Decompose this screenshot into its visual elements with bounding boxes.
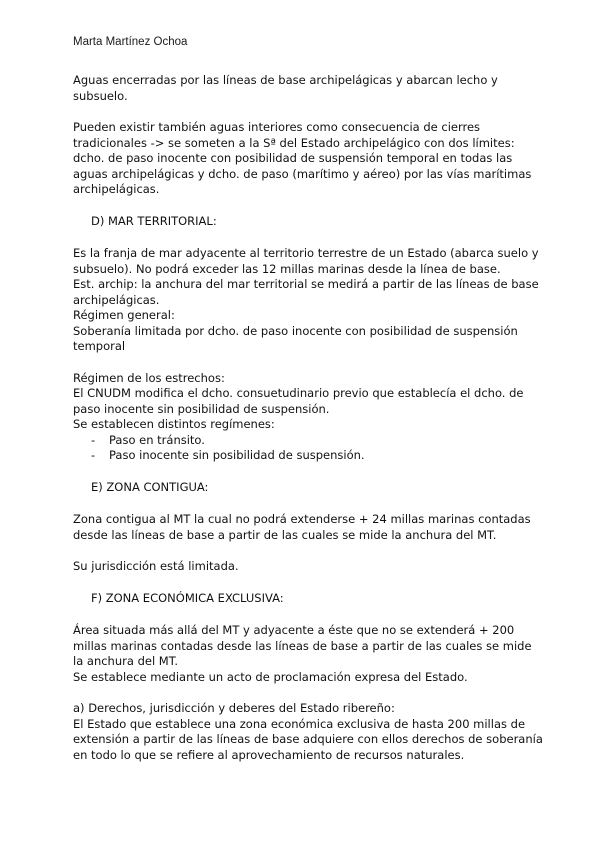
heading-zona-contigua: E) ZONA CONTIGUA: [91,479,209,494]
heading-zee: F) ZONA ECONÓMICA EXCLUSIVA: [91,590,284,605]
paragraph-mt-archipelagic: Est. archip: la anchura del mar territorial se medirá a partir de las líneas de base archipelágicas. [73,277,539,307]
paragraph-jurisdiccion: Su jurisdicción está limitada. [73,559,239,573]
paragraph-zee-proclamacion: Se establece mediante un acto de proclamación expresa del Estado. [73,669,468,684]
list-item [91,433,543,449]
heading-mar-territorial: D) MAR TERRITORIAL: [91,213,217,228]
paragraph-derechos-label: a) Derechos, jurisdicción y deberes del Estado ribereño: [73,701,395,715]
regimenes-list [73,433,543,464]
paragraph-interior-waters: Pueden existir también aguas interiores como consecuencia de cierres tradicionales -> se someten a la Sª del Estado archipelágico con dos límites: dcho. de paso inocente con posibilidad de suspensión temporal en todas las aguas archipelágicas y dcho. de paso (marítimo y aéreo) por las vías marítimas archipelágicas. [73,120,532,196]
list-dash: - [91,432,96,447]
paragraph-mt-definition: Es la franja de mar adyacente al territorio terrestre de un Estado (abarca suelo y subsuelo). No podrá exceder las 12 millas marinas desde la línea de base. [73,246,539,276]
list-item-text: Paso inocente sin posibilidad de suspensión. [109,448,365,462]
paragraph-regimen-general-label: Régimen general: [73,308,175,322]
document-body [73,73,543,763]
paragraph-cnudm: El CNUDM modifica el dcho. consuetudinario previo que establecía el dcho. de paso inocente sin posibilidad de suspensión. [73,386,524,416]
page-header-author: Marta Martínez Ochoa [73,36,188,48]
paragraph-zee-definition: Área situada más allá del MT y adyacente a éste que no se extenderá + 200 millas marinas contadas desde las líneas de base a partir de las cuales se mide la anchura del MT. [73,623,532,668]
paragraph-regimen-general-text: Soberanía limitada por dcho. de paso inocente con posibilidad de suspensión temporal [73,323,518,353]
paragraph-derechos-text: El Estado que establece una zona económica exclusiva de hasta 200 millas de extensión a partir de las líneas de base adquiere con ellos derechos de soberanía en todo lo que se refiere al aprovechamiento de recursos naturales. [73,716,543,762]
list-item-text: Paso en tránsito. [109,432,205,447]
paragraph-archipelagic-waters: Aguas encerradas por las líneas de base archipelágicas y abarcan lecho y subsuelo. [73,73,498,103]
paragraph-zona-contigua: Zona contigua al MT la cual no podrá extenderse + 24 millas marinas contadas desde las líneas de base a partir de las cuales se mide la anchura del MT. [73,512,531,542]
paragraph-regimen-estrechos-label: Régimen de los estrechos: [73,370,225,385]
list-item [91,448,543,464]
list-dash: - [91,448,96,462]
paragraph-regimenes-label: Se establecen distintos regímenes: [73,417,275,431]
